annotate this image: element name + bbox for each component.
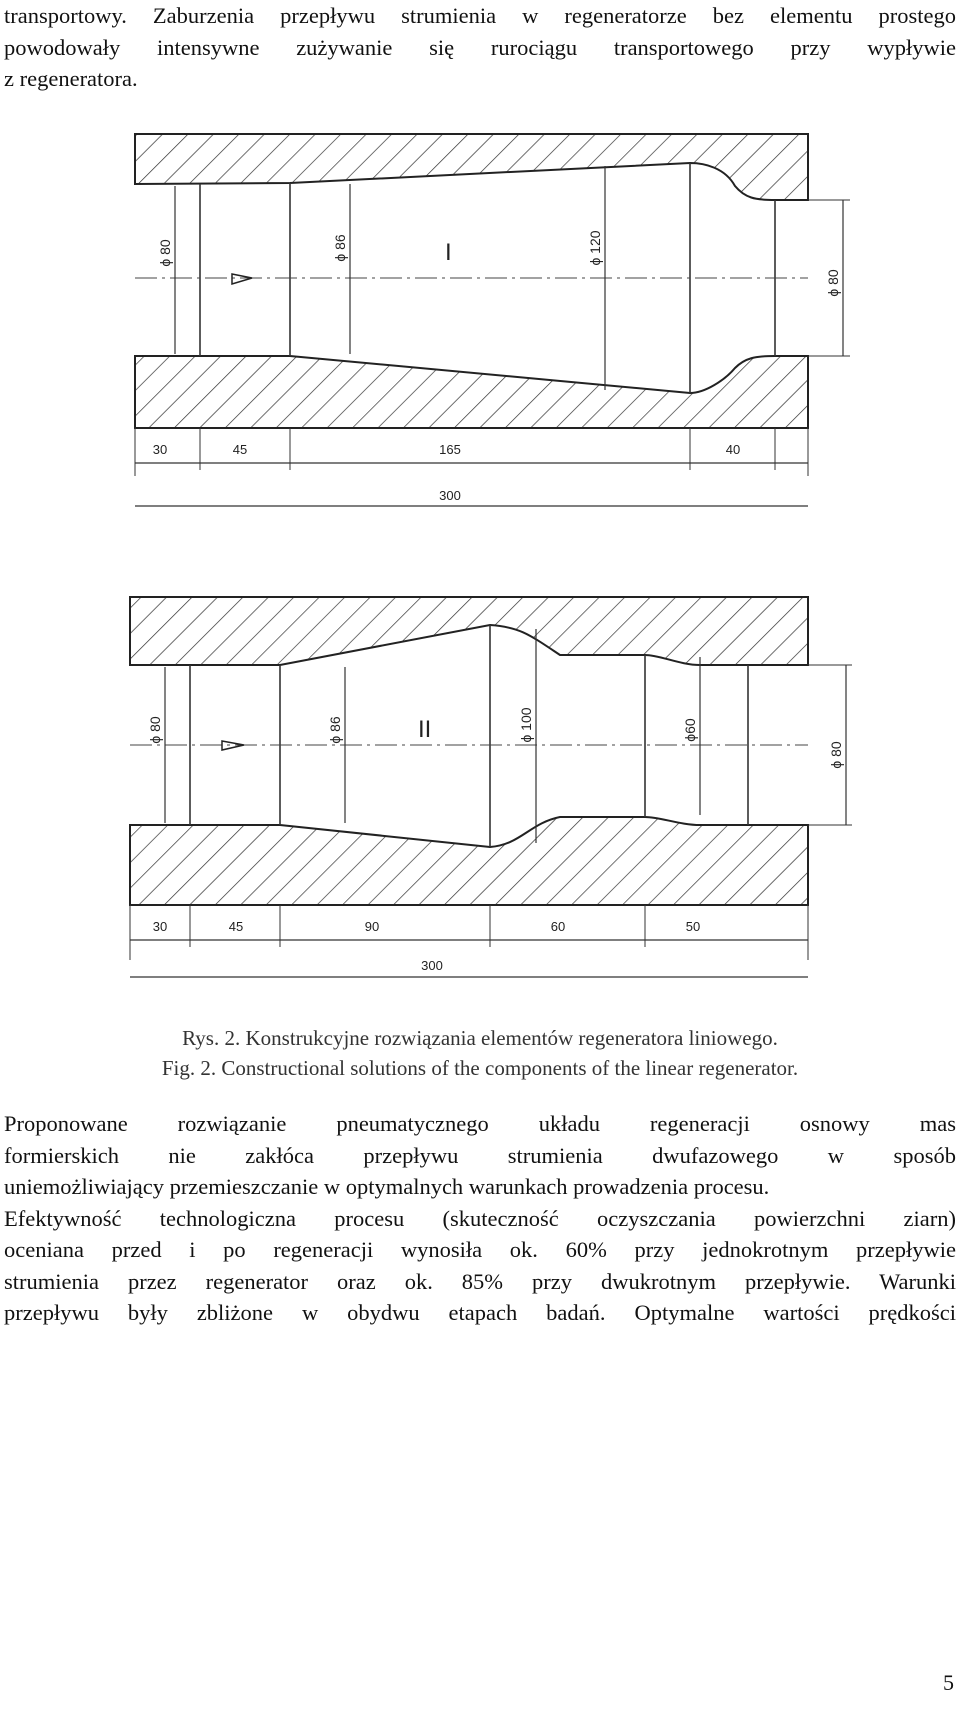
text-line: transportowy. Zaburzenia przepływu strumienia w regeneratorze bez elementu prostego bbox=[4, 3, 956, 28]
flow-arrow-icon bbox=[232, 274, 252, 284]
figure-caption-en: Fig. 2. Constructional solutions of the components of the linear regenerator. bbox=[161, 1056, 799, 1080]
dim-d-max: ϕ 100 bbox=[518, 707, 534, 743]
length-4: 60 bbox=[550, 919, 566, 934]
text-line: uniemożliwiający przemieszczanie w optymalnych warunkach prowadzenia procesu. bbox=[4, 1174, 770, 1199]
dim-d-max: ϕ 120 bbox=[587, 230, 603, 266]
length-3: 165 bbox=[439, 442, 461, 457]
upper-wall-hatch bbox=[130, 597, 808, 665]
text-line: oceniana przed i po regeneracji wynosiła ok. 60% przy jednokrotnym przepływie bbox=[4, 1237, 956, 1262]
dim-d-inlet: ϕ 80 bbox=[157, 239, 173, 267]
text-line: formierskich nie zakłóca przepływu strumienia dwufazowego w sposób bbox=[4, 1142, 956, 1168]
text-line: strumienia przez regenerator oraz ok. 85% przy dwukrotnym przepływie. Warunki bbox=[4, 1268, 956, 1294]
length-total: 300 bbox=[421, 958, 443, 973]
flow-arrow-icon bbox=[222, 741, 244, 750]
technical-drawing-1 bbox=[0, 118, 960, 503]
figure-label-II: II bbox=[418, 716, 432, 743]
body-paragraph bbox=[4, 1108, 956, 1329]
text-line: Proponowane rozwiązanie pneumatycznego układu regeneracji osnowy mas bbox=[4, 1111, 956, 1136]
text-line: powodowały intensywne zużywanie się rurociągu transportowego przy wypływie bbox=[4, 34, 956, 60]
page-number: 5 bbox=[943, 1670, 954, 1695]
length-1: 30 bbox=[152, 919, 168, 934]
dim-d-mid: ϕ 86 bbox=[332, 234, 348, 262]
length-2: 45 bbox=[232, 442, 248, 457]
figure-label-I: I bbox=[445, 239, 452, 266]
dim-d-outlet: ϕ 80 bbox=[825, 269, 841, 297]
length-2: 45 bbox=[228, 919, 244, 934]
upper-wall-hatch bbox=[135, 134, 808, 200]
top-paragraph bbox=[4, 0, 956, 95]
length-total: 300 bbox=[439, 488, 461, 503]
dim-d-mid: ϕ 86 bbox=[327, 716, 343, 744]
length-4: 40 bbox=[725, 442, 741, 457]
figure-caption-pl: Rys. 2. Konstrukcyjne rozwiązania elementów regeneratora liniowego. bbox=[182, 1026, 778, 1050]
dim-d-outlet: ϕ 80 bbox=[828, 741, 844, 769]
lower-wall-hatch bbox=[135, 356, 808, 428]
lower-wall-hatch bbox=[130, 817, 808, 905]
length-1: 30 bbox=[152, 442, 168, 457]
technical-drawing-2 bbox=[0, 585, 960, 1005]
length-5: 50 bbox=[685, 919, 701, 934]
length-3: 90 bbox=[364, 919, 380, 934]
dim-d-throat: ϕ60 bbox=[682, 718, 698, 742]
dim-d-inlet: ϕ 80 bbox=[147, 716, 163, 744]
text-line: przepływu były zbliżone w obydwu etapach badań. Optymalne wartości prędkości bbox=[4, 1300, 956, 1325]
text-line: Efektywność technologiczna procesu (skuteczność oczyszczania powierzchni ziarn) bbox=[4, 1205, 956, 1231]
text-line: z regeneratora. bbox=[4, 66, 138, 91]
